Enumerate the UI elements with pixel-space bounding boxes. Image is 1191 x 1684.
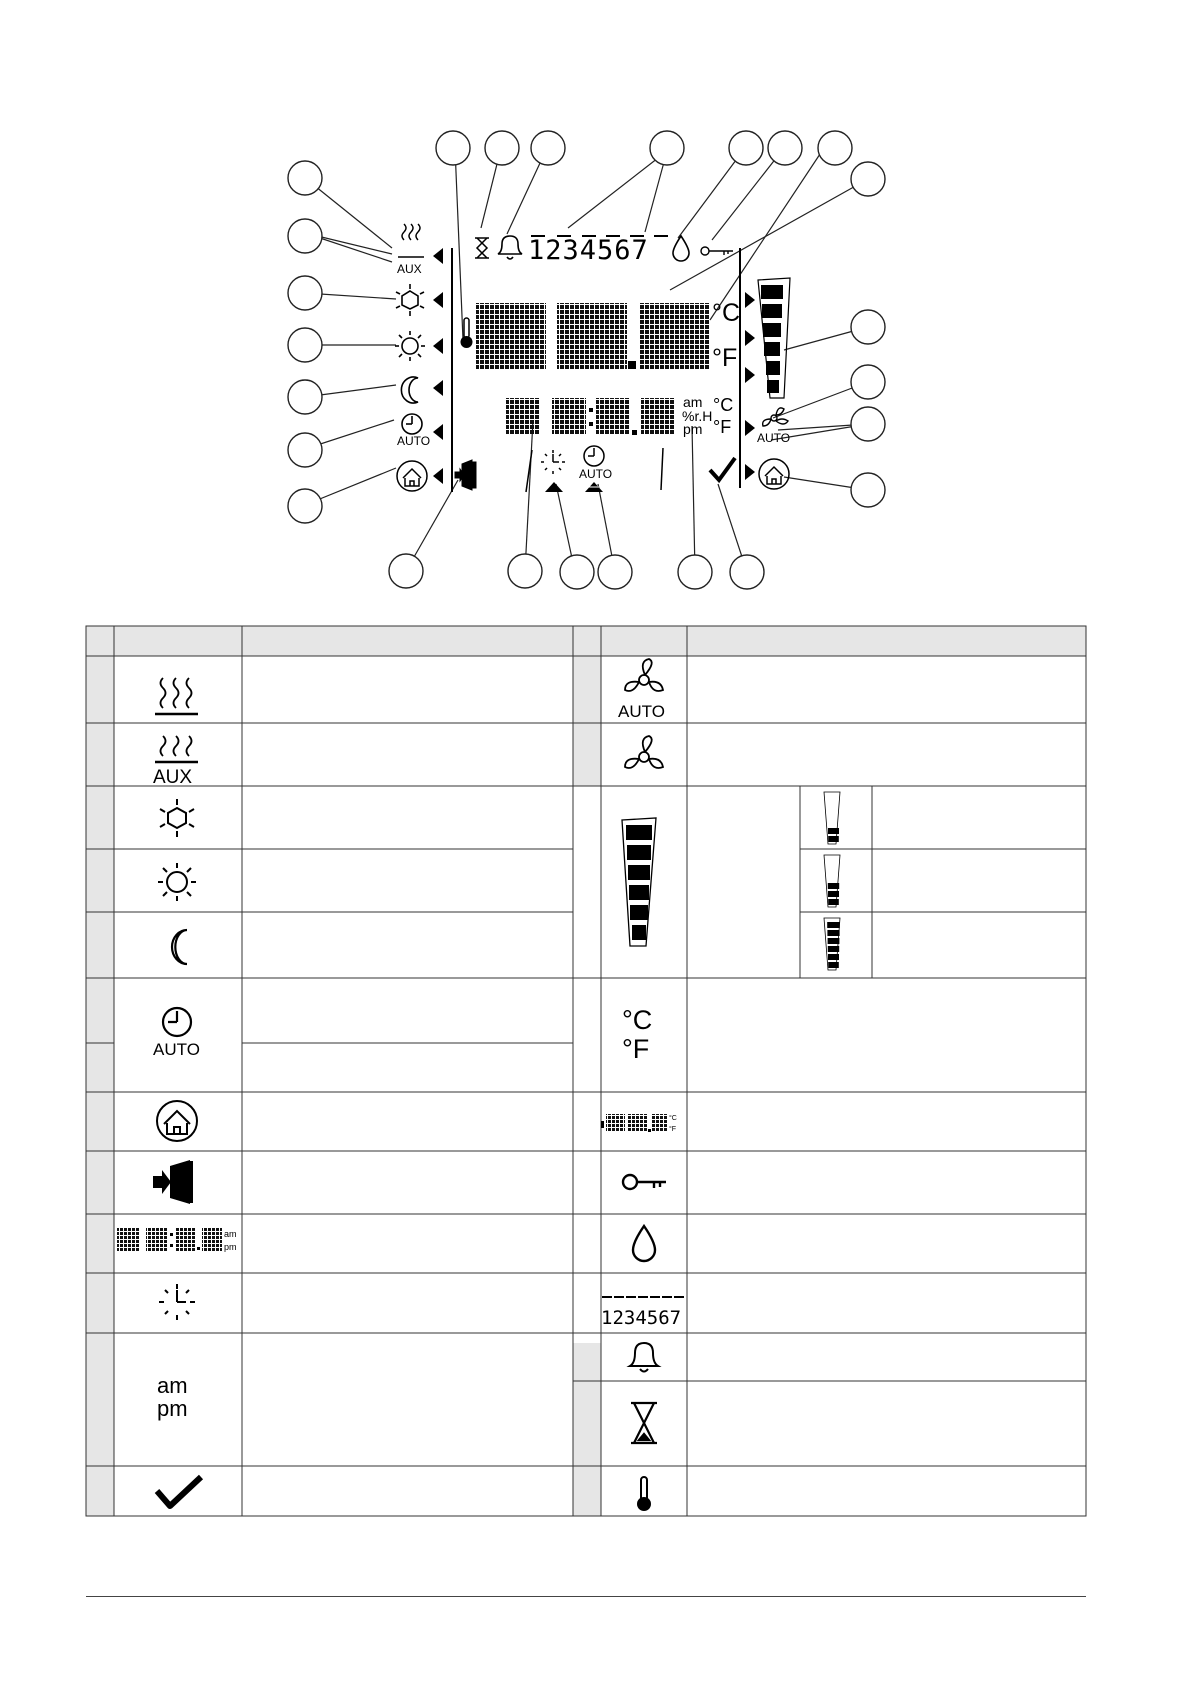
lcd-am: am	[683, 394, 703, 410]
legend-fan-level-1-icon	[824, 792, 840, 844]
legend-weekday-icon	[601, 1297, 684, 1329]
lcd-deg-c: °C	[712, 299, 741, 327]
legend-key-icon	[623, 1175, 666, 1189]
lcd-pm: pm	[683, 421, 703, 437]
legend-temp-c: °C	[669, 1115, 677, 1122]
legend-deg-c: °C	[622, 1005, 653, 1035]
legend-pm: pm	[157, 1396, 188, 1421]
lcd-small-deg-f: °F	[713, 417, 732, 437]
legend-thermometer-icon	[637, 1477, 651, 1511]
legend-home-icon	[157, 1101, 197, 1141]
legend-days-digits: 1234567	[601, 1307, 682, 1329]
legend-fan-auto-label: AUTO	[618, 702, 665, 721]
lcd-small-deg-c: °C	[713, 395, 734, 415]
legend-moon-icon	[172, 930, 187, 964]
legend-fan-speed-bars-icon	[622, 818, 656, 946]
legend-auto-label: AUTO	[153, 1040, 200, 1059]
table-header-row	[86, 626, 1086, 656]
footer-rule	[86, 1596, 1086, 1597]
legend-fan-level-2-icon	[824, 855, 840, 907]
lcd-auto-label: AUTO	[397, 434, 431, 448]
legend-fan-auto-icon	[625, 659, 663, 691]
legend-am: am	[157, 1373, 188, 1398]
legend-snowflake-sun-icon	[160, 799, 194, 837]
legend-aux-heat-icon	[155, 736, 198, 762]
legend-sun-icon	[158, 863, 196, 901]
legend-temp-f: °F	[669, 1126, 677, 1133]
legend-heat-icon	[155, 678, 198, 714]
lcd-rh: %r.H	[682, 408, 713, 424]
legend-deg-cf	[622, 1005, 652, 1064]
lcd-bottom-auto-label: AUTO	[579, 467, 613, 481]
legend-bell-icon	[630, 1343, 658, 1372]
legend-temperature-display-icon	[601, 1114, 677, 1133]
legend-time-pm: pm	[224, 1242, 237, 1252]
lcd-fan-auto-label: AUTO	[757, 431, 791, 445]
legend-aux-label: AUX	[153, 767, 193, 788]
lcd-aux-label: AUX	[397, 262, 422, 276]
legend-hourglass-icon	[631, 1403, 657, 1443]
lcd-days-digits: 1234567	[528, 235, 649, 266]
lcd-deg-f: °F	[712, 344, 738, 372]
legend-time-display-icon	[117, 1228, 237, 1252]
legend-time-am: am	[224, 1229, 237, 1239]
legend-deg-f: °F	[622, 1034, 650, 1064]
legend-door-exit-icon	[153, 1160, 193, 1204]
legend-fan-level-3-icon	[824, 918, 840, 970]
legend-fan-icon	[625, 736, 663, 768]
legend-checkmark-icon	[157, 1477, 201, 1506]
legend-drop-icon	[633, 1226, 655, 1261]
legend-fan-levels	[824, 792, 840, 970]
legend-timer-clock-icon	[159, 1284, 195, 1320]
legend-clock-auto-icon	[163, 1008, 191, 1036]
